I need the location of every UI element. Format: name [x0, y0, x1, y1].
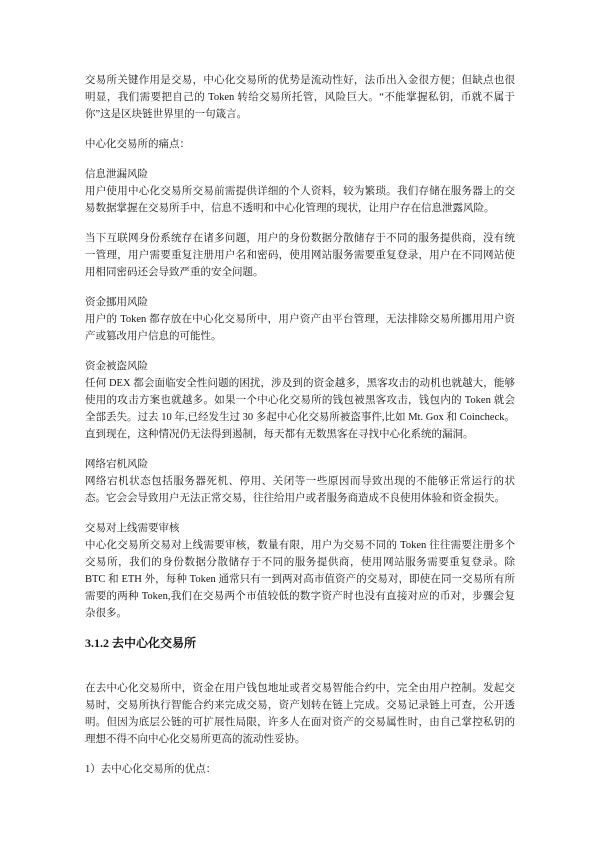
paragraph-identity-system-issues: 当下互联网身份系统存在诸多问题，用户的身份数据分散储存于不同的服务提供商，没有统一管理，用户需要重复注册用户名和密码，使用网站服务需要重复登录，用户在不同网站使用相同密码还会导致严重的安全问题。	[85, 233, 515, 278]
pain-point-downtime-heading: 网络宕机风险	[85, 459, 148, 470]
pain-point-info-leak	[85, 166, 515, 217]
pain-point-listing-review	[85, 520, 515, 622]
dex-advantages-title: 1）去中心化交易所的优点：	[85, 764, 217, 775]
pain-point-listing-review-heading: 交易对上线需要审核	[85, 523, 180, 534]
pain-point-fund-misuse-body: 用户的 Token 都存放在中心化交易所中，用户资产由平台管理，无法排除交易所挪用用户资产或篡改用户信息的可能性。	[85, 314, 515, 342]
section-heading-dex: 3.1.2 去中心化交易所	[85, 636, 197, 650]
pain-point-info-leak-body: 用户使用中心化交易所交易前需提供详细的个人资料，较为繁琐。我们存储在服务器上的交易数据掌握在交易所手中，信息不透明和中心化管理的现状，让用户存在信息泄露风险。	[85, 186, 515, 214]
pain-point-fund-theft	[85, 358, 515, 443]
pain-point-fund-misuse	[85, 294, 515, 345]
pain-point-info-leak-heading: 信息泄漏风险	[85, 169, 148, 180]
pain-point-downtime	[85, 456, 515, 507]
pain-point-downtime-body: 网络宕机状态包括服务器死机、停用、关闭等一些原因而导致出现的不能够正常运行的状态。它会会导致用户无法正常交易，往往给用户或者服务商造成不良使用体验和资金损失。	[85, 476, 515, 504]
cex-pain-points-title: 中心化交易所的痛点：	[85, 139, 190, 150]
pain-point-fund-misuse-heading: 资金挪用风险	[85, 297, 148, 308]
pain-point-fund-theft-heading: 资金被盗风险	[85, 361, 148, 372]
pain-point-fund-theft-body: 任何 DEX 都会面临安全性问题的困扰，涉及到的资金越多，黑客攻击的动机也就越大，能够使用的攻击方案也就越多。如果一个中心化交易所的钱包被黑客攻击，钱包内的 Token 就会全部丢失。过去 10 年,已经发生过 30 多起中心化交易所被盗事件,比如 Mt. Gox 和 Coincheck。直到现在，这种情况仍无法得到遏制，每天都有无数黑客在寻找中心化系统的漏洞。	[85, 378, 515, 440]
pain-point-listing-review-body: 中心化交易所交易对上线需要审核，数量有限，用户为交易不同的 Token 往往需要注册多个交易所，我们的身份数据分散储存于不同的服务提供商，使用网站服务需要重复登录。除 BTC 和 ETH 外，每种 Token 通常只有一到两对高市值资产的交易对，即使在同一交易所有所需要的两种 Token,我们在交易两个市值较低的数字资产时也没有直接对应的币对，步骤会复杂很多。	[85, 540, 515, 619]
paragraph-exchange-role-intro: 交易所关键作用是交易，中心化交易所的优势是流动性好，法币出入金很方便；但缺点也很明显，我们需要把自己的 Token 转给交易所托管，风险巨大。“不能掌握私钥，币就不属于你”这是区块链世界里的一句箴言。	[85, 75, 515, 120]
paragraph-dex-intro: 在去中心化交易所中，资金在用户钱包地址或者交易智能合约中，完全由用户控制。发起交易时，交易所执行智能合约来完成交易，资产划转在链上完成。交易记录链上可查，公开透明。但因为底层公链的可扩展性局限，许多人在面对资产的交易属性时，由自己掌控私钥的理想不得不向中心化交易所更高的流动性妥协。	[85, 683, 515, 745]
